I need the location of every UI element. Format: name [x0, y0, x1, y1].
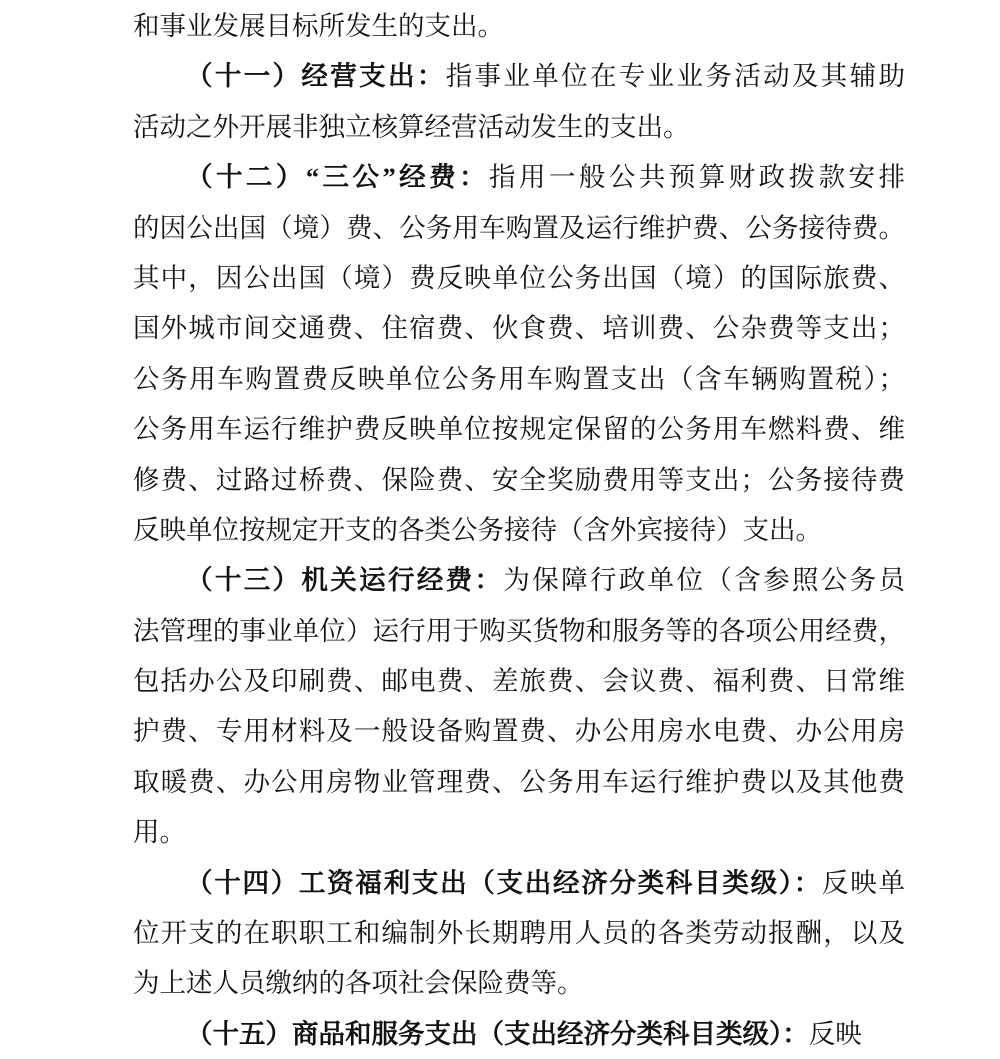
text-line [133, 455, 905, 505]
text-line [133, 706, 905, 756]
text-run: 包括办公及印刷费、邮电费、差旅费、会议费、福利费、日常维 [133, 666, 905, 697]
text-line [133, 505, 905, 555]
text-line [133, 908, 905, 958]
text-line [133, 656, 905, 706]
text-run: 取暖费、办公用房物业管理费、公务用车运行维护费以及其他费 [133, 766, 905, 797]
text-run: 为上述人员缴纳的各项社会保险费等。 [133, 968, 584, 999]
text-run: 国外城市间交通费、住宿费、伙食费、培训费、公杂费等支出； [133, 313, 905, 344]
text-run: 指事业单位在专业业务活动及其辅助 [445, 61, 905, 92]
text-run: 公务用车购置费反映单位公务用车购置支出（含车辆购置税）； [133, 363, 905, 394]
text-run: 其中，因公出国（境）费反映单位公务出国（境）的国际旅费、 [133, 262, 905, 293]
document-body [133, 1, 905, 1059]
text-run: 的因公出国（境）费、公务用车购置及运行维护费、公务接待费。 [133, 212, 905, 243]
text-run: 法管理的事业单位）运行用于购买货物和服务等的各项公用经费， [133, 615, 905, 646]
text-line [133, 253, 905, 303]
text-line [133, 606, 905, 656]
text-line [133, 958, 905, 1008]
text-line [133, 858, 905, 908]
text-line [133, 51, 905, 101]
text-line [133, 152, 905, 202]
text-run: 用。 [133, 817, 186, 848]
text-run: 反映单 [822, 867, 905, 898]
term-heading-run: （十三）机关运行经费： [186, 565, 504, 596]
text-run: 和事业发展目标所发生的支出。 [133, 11, 504, 41]
text-line [133, 303, 905, 353]
term-heading-run: （十四）工资福利支出（支出经济分类科目类级）： [186, 867, 823, 898]
text-run: 为保障行政单位（含参照公务员 [503, 565, 905, 596]
text-run: 反映单位按规定开支的各类公务接待（含外宾接待）支出。 [133, 514, 822, 545]
text-run: 位开支的在职职工和编制外长期聘用人员的各类劳动报酬，以及 [133, 918, 905, 949]
text-line [133, 404, 905, 454]
text-line [133, 757, 905, 807]
text-run: 反映 [808, 1018, 862, 1049]
text-line [133, 102, 905, 152]
text-line [133, 1009, 905, 1059]
text-line [133, 807, 905, 857]
text-run: 修费、过路过桥费、保险费、安全奖励费用等支出；公务接待费 [133, 464, 905, 495]
text-run: 公务用车运行维护费反映单位按规定保留的公务用车燃料费、维 [133, 414, 905, 445]
text-line [133, 203, 905, 253]
text-run: 活动之外开展非独立核算经营活动发生的支出。 [133, 111, 690, 142]
text-line [133, 555, 905, 605]
text-line [133, 354, 905, 404]
term-heading-run: （十五）商品和服务支出（支出经济分类科目类级）： [186, 1018, 809, 1049]
term-heading-run: （十一）经营支出： [186, 61, 446, 92]
text-run: 指用一般公共预算财政拨款安排 [489, 162, 905, 193]
text-line [133, 1, 905, 51]
text-run: 护费、专用材料及一般设备购置费、办公用房水电费、办公用房 [133, 716, 905, 747]
term-heading-run: （十二）“三公”经费： [186, 162, 490, 193]
